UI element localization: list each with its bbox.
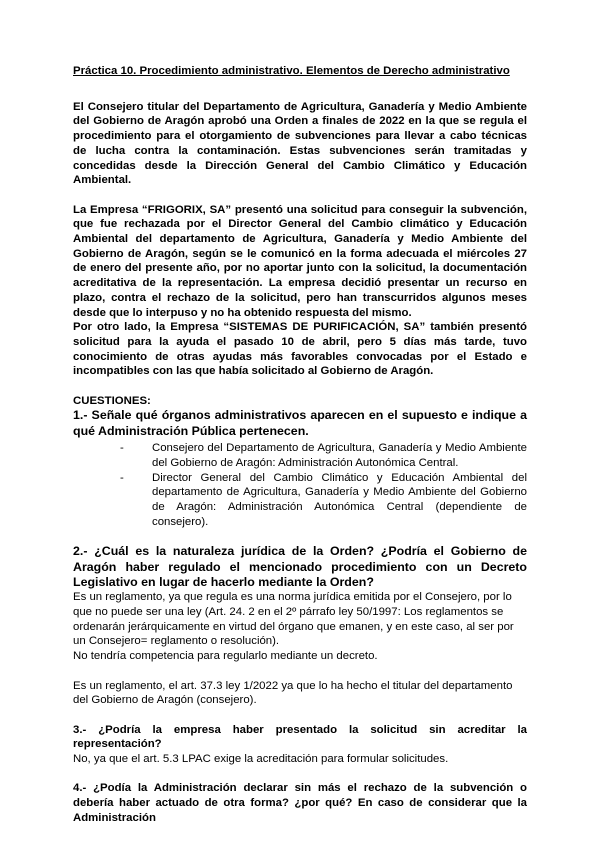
intro-paragraph-2: La Empresa “FRIGORIX, SA” presentó una solicitud para conseguir la subvención, que fue rechazada por el Director General del Cambio climático y Educación Ambiental del departamento de Agricultura, Ganadería y Medio Ambiente del Gobierno de Aragón, según se le comunicó en la forma adecuada el miércoles 27 de enero del presente año, por no aportar junto con la solicitud, la documentación acreditativa de la representación. La empresa decidió presentar un recurso en plazo, contra el rechazo de la solicitud, pero han transcurridos algunos meses desde que lo interpuso y no ha obtenido respuesta del mismo. (73, 203, 527, 319)
list-item-text: Director General del Cambio Climático y Educación Ambiental del departamento de Agricultura, Ganadería y Medio Ambiente del Gobierno de Aragón: Administración Autonómica Central (dependiente de consejero). (152, 471, 527, 528)
intro-paragraph-1: El Consejero titular del Departamento de Agricultura, Ganadería y Medio Ambiente del Gobierno de Aragón aprobó una Orden a finales de 2022 en la que se regula el procedimiento para el otorgamiento de subvenciones para llevar a cabo técnicas de lucha contra la contaminación. Estas subvenciones serán tramitadas y concedidas desde la Dirección General del Cambio Climático y Educación Ambiental. (73, 100, 527, 187)
bullet-dash-icon: - (120, 442, 124, 455)
spacer (73, 767, 527, 782)
document-page (73, 64, 527, 826)
spacer (73, 529, 527, 544)
list-item (73, 441, 527, 470)
spacer (73, 188, 527, 203)
bullet-dash-icon: - (120, 471, 124, 484)
list-item (73, 471, 527, 530)
document-title: Práctica 10. Procedimiento administrativo. Elementos de Derecho administrativo (73, 65, 510, 77)
intro-paragraph-3: Por otro lado, la Empresa “SISTEMAS DE PURIFICACIÓN, SA” también presentó solicitud para la ayuda el pasado 10 de abril, pero 5 días más tarde, tuvo conocimiento de otras ayudas más favorables convocadas por el Estado e incompatibles con las que había solicitado al Gobierno de Aragón. (73, 321, 527, 378)
list-item-text: Consejero del Departamento de Agricultura, Ganadería y Medio Ambiente del Gobierno de Aragón: Administración Autonómica Central. (152, 442, 527, 469)
spacer (73, 708, 527, 723)
answer-2-paragraph-3: Es un reglamento, el art. 37.3 ley 1/2022 ya que lo ha hecho el titular del departamento del Gobierno de Aragón (consejero). (73, 679, 513, 707)
question-4: 4.- ¿Podía la Administración declarar sin más el rechazo de la subvención o debería haber actuado de otra forma? ¿por qué? En caso de considerar que la Administración (73, 782, 527, 824)
question-2: 2.- ¿Cuál es la naturaleza jurídica de la Orden? ¿Podría el Gobierno de Aragón haber regulado el mencionado procedimiento con un Decreto Legislativo en lugar de hacerlo mediante la Orden? (73, 544, 527, 589)
spacer (73, 379, 527, 394)
answer-2-paragraph-1: Es un reglamento, ya que regula es una norma jurídica emitida por el Consejero, por lo que no puede ser una ley (Art. 24. 2 en el 2º párrafo ley 50/1997: Los reglamentos se ordenarán jerárquicamente en virtud del órgano que emanen, y en este caso, al ser por un Consejero= reglamento o resolución). (73, 591, 514, 648)
answer-2-paragraph-2: No tendría competencia para regularlo mediante un decreto. (73, 650, 378, 663)
spacer (73, 664, 527, 679)
cuestiones-heading: CUESTIONES: (73, 394, 151, 407)
question-1: 1.- Señale qué órganos administrativos aparecen en el supuesto e indique a qué Administración Pública pertenecen. (73, 408, 527, 438)
answer-1-list (73, 441, 527, 529)
answer-3: No, ya que el art. 5.3 LPAC exige la acreditación para formular solicitudes. (73, 753, 449, 766)
question-3: 3.- ¿Podría la empresa haber presentado la solicitud sin acreditar la representación? (73, 723, 527, 751)
